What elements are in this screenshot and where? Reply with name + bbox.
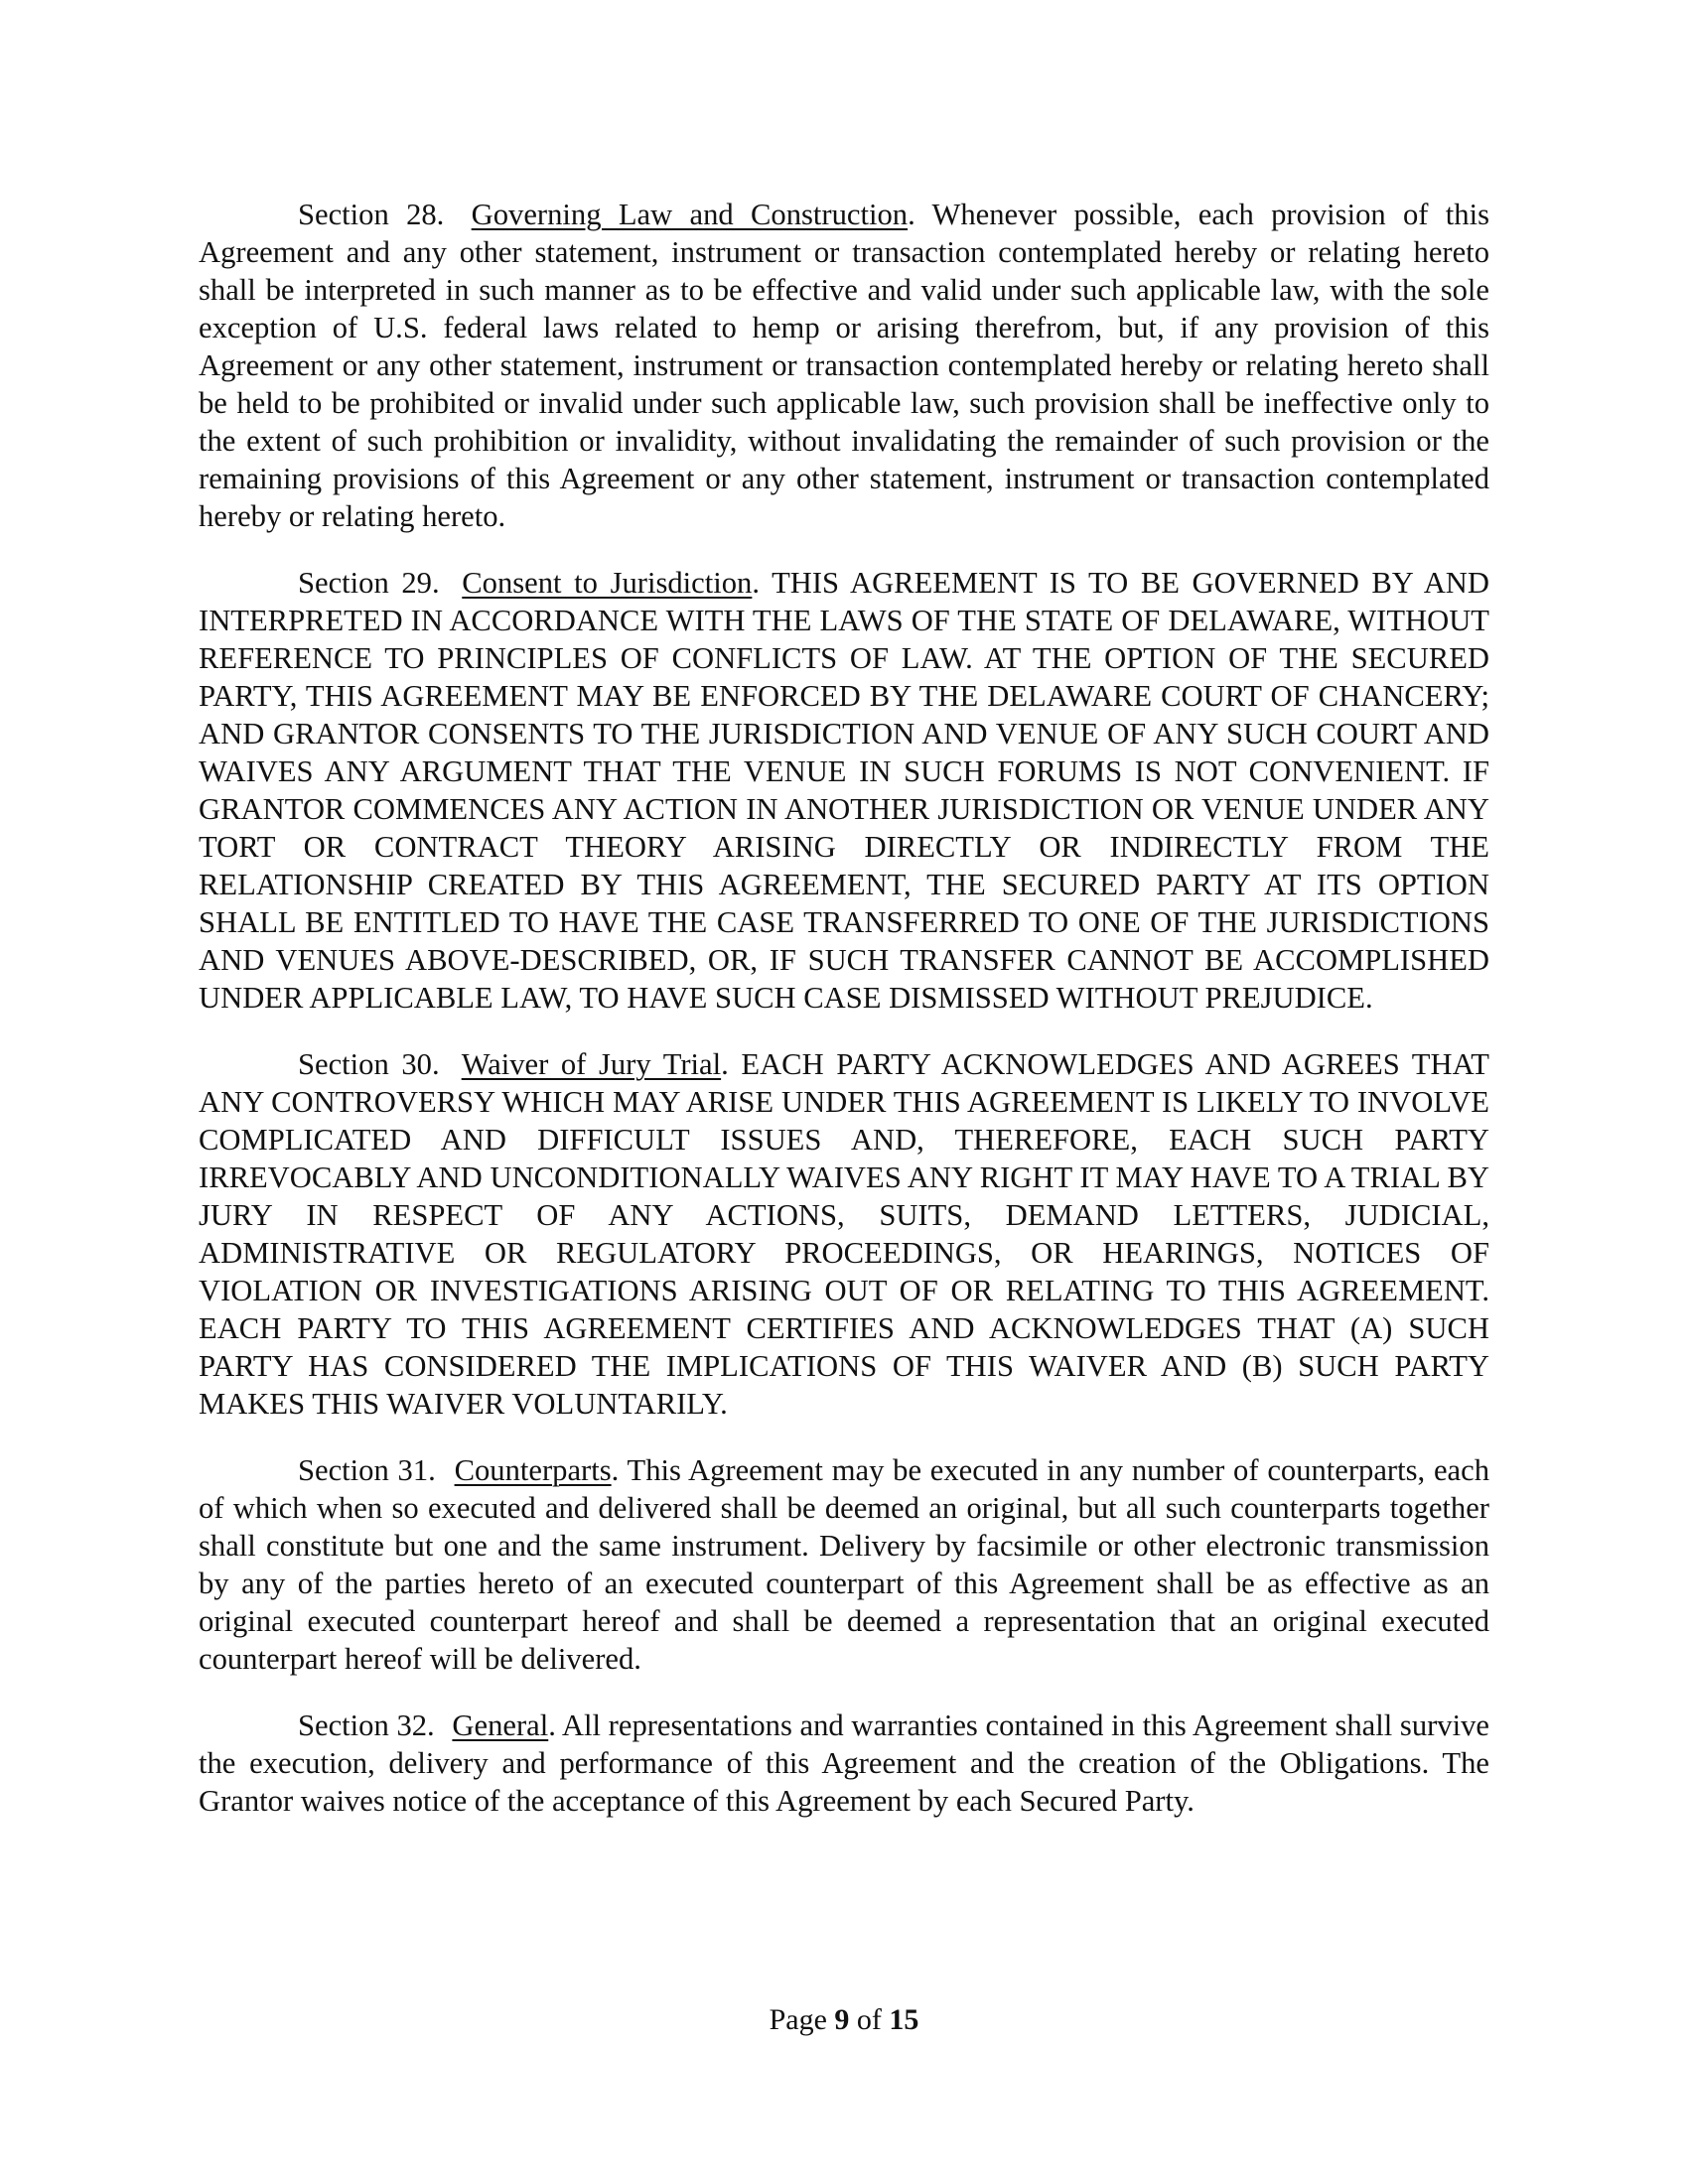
section-30: Section 30. Waiver of Jury Trial. EACH PARTY ACKNOWLEDGES AND AGREES THAT ANY CONTROVERSY WHICH MAY ARISE UNDER THIS AGREEMENT IS LIKELY TO INVOLVE COMPLICATED AND DIFFICULT ISSUES AND, THEREFORE, EACH SUCH PARTY IRREVOCABLY AND UNCONDITIONALLY WAIVES ANY RIGHT IT MAY HAVE TO A TRIAL BY JURY IN RESPECT OF ANY ACTIONS, SUITS, DEMAND LETTERS, JUDICIAL, ADMINISTRATIVE OR REGULATORY PROCEEDINGS, OR HEARINGS, NOTICES OF VIOLATION OR INVESTIGATIONS ARISING OUT OF OR RELATING TO THIS AGREEMENT. EACH PARTY TO THIS AGREEMENT CERTIFIES AND ACKNOWLEDGES THAT (A) SUCH PARTY HAS CONSIDERED THE IMPLICATIONS OF THIS WAIVER AND (B) SUCH PARTY MAKES THIS WAIVER VOLUNTARILY. xyxy=(199,1047,1489,1421)
section-number: Section 28. xyxy=(298,198,445,231)
page-label: Page xyxy=(769,2003,827,2036)
section-heading: General xyxy=(452,1708,549,1742)
section-body: All representations and warranties contained in this Agreement shall survive the execution, delivery and performance of this Agreement and the creation of the Obligations. The Grantor waives notice of the acceptance of this Agreement by each Secured Party. xyxy=(199,1708,1489,1818)
section-number: Section 31. xyxy=(298,1453,436,1487)
section-32: Section 32. General. All representations and warranties contained in this Agreement shall survive the execution, delivery and performance of this Agreement and the creation of the Obligations. The Grantor waives notice of the acceptance of this Agreement by each Secured Party. xyxy=(199,1708,1489,1818)
page-footer xyxy=(0,2002,1688,2038)
section-number: Section 32. xyxy=(298,1708,435,1742)
document-page xyxy=(199,196,1489,2002)
section-number: Section 29. xyxy=(298,566,440,600)
total-pages: 15 xyxy=(889,2003,919,2036)
section-body: THIS AGREEMENT IS TO BE GOVERNED BY AND INTERPRETED IN ACCORDANCE WITH THE LAWS OF THE STATE OF DELAWARE, WITHOUT REFERENCE TO PRINCIPLES OF CONFLICTS OF LAW. AT THE OPTION OF THE SECURED PARTY, THIS AGREEMENT MAY BE ENFORCED BY THE DELAWARE COURT OF CHANCERY; AND GRANTOR CONSENTS TO THE JURISDICTION AND VENUE OF ANY SUCH COURT AND WAIVES ANY ARGUMENT THAT THE VENUE IN SUCH FORUMS IS NOT CONVENIENT. IF GRANTOR COMMENCES ANY ACTION IN ANOTHER JURISDICTION OR VENUE UNDER ANY TORT OR CONTRACT THEORY ARISING DIRECTLY OR INDIRECTLY FROM THE RELATIONSHIP CREATED BY THIS AGREEMENT, THE SECURED PARTY AT ITS OPTION SHALL BE ENTITLED TO HAVE THE CASE TRANSFERRED TO ONE OF THE JURISDICTIONS AND VENUES ABOVE-DESCRIBED, OR, IF SUCH TRANSFER CANNOT BE ACCOMPLISHED UNDER APPLICABLE LAW, TO HAVE SUCH CASE DISMISSED WITHOUT PREJUDICE. xyxy=(199,566,1489,1015)
page-number: 9 xyxy=(834,2003,850,2036)
section-heading: Counterparts xyxy=(454,1453,612,1487)
of-label: of xyxy=(856,2003,882,2036)
section-29: Section 29. Consent to Jurisdiction. THIS AGREEMENT IS TO BE GOVERNED BY AND INTERPRETED IN ACCORDANCE WITH THE LAWS OF THE STATE OF DELAWARE, WITHOUT REFERENCE TO PRINCIPLES OF CONFLICTS OF LAW. AT THE OPTION OF THE SECURED PARTY, THIS AGREEMENT MAY BE ENFORCED BY THE DELAWARE COURT OF CHANCERY; AND GRANTOR CONSENTS TO THE JURISDICTION AND VENUE OF ANY SUCH COURT AND WAIVES ANY ARGUMENT THAT THE VENUE IN SUCH FORUMS IS NOT CONVENIENT. IF GRANTOR COMMENCES ANY ACTION IN ANOTHER JURISDICTION OR VENUE UNDER ANY TORT OR CONTRACT THEORY ARISING DIRECTLY OR INDIRECTLY FROM THE RELATIONSHIP CREATED BY THIS AGREEMENT, THE SECURED PARTY AT ITS OPTION SHALL BE ENTITLED TO HAVE THE CASE TRANSFERRED TO ONE OF THE JURISDICTIONS AND VENUES ABOVE-DESCRIBED, OR, IF SUCH TRANSFER CANNOT BE ACCOMPLISHED UNDER APPLICABLE LAW, TO HAVE SUCH CASE DISMISSED WITHOUT PREJUDICE. xyxy=(199,566,1489,1015)
section-heading: Waiver of Jury Trial xyxy=(461,1047,722,1081)
section-body: EACH PARTY ACKNOWLEDGES AND AGREES THAT ANY CONTROVERSY WHICH MAY ARISE UNDER THIS AGREEMENT IS LIKELY TO INVOLVE COMPLICATED AND DIFFICULT ISSUES AND, THEREFORE, EACH SUCH PARTY IRREVOCABLY AND UNCONDITIONALLY WAIVES ANY RIGHT IT MAY HAVE TO A TRIAL BY JURY IN RESPECT OF ANY ACTIONS, SUITS, DEMAND LETTERS, JUDICIAL, ADMINISTRATIVE OR REGULATORY PROCEEDINGS, OR HEARINGS, NOTICES OF VIOLATION OR INVESTIGATIONS ARISING OUT OF OR RELATING TO THIS AGREEMENT. EACH PARTY TO THIS AGREEMENT CERTIFIES AND ACKNOWLEDGES THAT (A) SUCH PARTY HAS CONSIDERED THE IMPLICATIONS OF THIS WAIVER AND (B) SUCH PARTY MAKES THIS WAIVER VOLUNTARILY. xyxy=(199,1047,1489,1421)
section-heading: Governing Law and Construction xyxy=(471,198,909,231)
section-28: Section 28. Governing Law and Construction. Whenever possible, each provision of this Agreement and any other statement, instrument or transaction contemplated hereby or relating hereto shall be interpreted in such manner as to be effective and valid under such applicable law, with the sole exception of U.S. federal laws related to hemp or arising therefrom, but, if any provision of this Agreement or any other statement, instrument or transaction contemplated hereby or relating hereto shall be held to be prohibited or invalid under such applicable law, such provision shall be ineffective only to the extent of such prohibition or invalidity, without invalidating the remainder of such provision or the remaining provisions of this Agreement or any other statement, instrument or transaction contemplated hereby or relating hereto. xyxy=(199,198,1489,533)
section-number: Section 30. xyxy=(298,1047,440,1081)
section-body: This Agreement may be executed in any number of counterparts, each of which when so executed and delivered shall be deemed an original, but all such counterparts together shall constitute but one and the same instrument. Delivery by facsimile or other electronic transmission by any of the parties hereto of an executed counterpart of this Agreement shall be as effective as an original executed counterpart hereof and shall be deemed a representation that an original executed counterpart hereof will be delivered. xyxy=(199,1453,1489,1676)
section-body: Whenever possible, each provision of this Agreement and any other statement, instrument or transaction contemplated hereby or relating hereto shall be interpreted in such manner as to be effective and valid under such applicable law, with the sole exception of U.S. federal laws related to hemp or arising therefrom, but, if any provision of this Agreement or any other statement, instrument or transaction contemplated hereby or relating hereto shall be held to be prohibited or invalid under such applicable law, such provision shall be ineffective only to the extent of such prohibition or invalidity, without invalidating the remainder of such provision or the remaining provisions of this Agreement or any other statement, instrument or transaction contemplated hereby or relating hereto. xyxy=(199,198,1489,533)
section-heading: Consent to Jurisdiction xyxy=(462,566,753,600)
section-31: Section 31. Counterparts. This Agreement may be executed in any number of counterparts, each of which when so executed and delivered shall be deemed an original, but all such counterparts together shall constitute but one and the same instrument. Delivery by facsimile or other electronic transmission by any of the parties hereto of an executed counterpart of this Agreement shall be as effective as an original executed counterpart hereof and shall be deemed a representation that an original executed counterpart hereof will be delivered. xyxy=(199,1453,1489,1676)
